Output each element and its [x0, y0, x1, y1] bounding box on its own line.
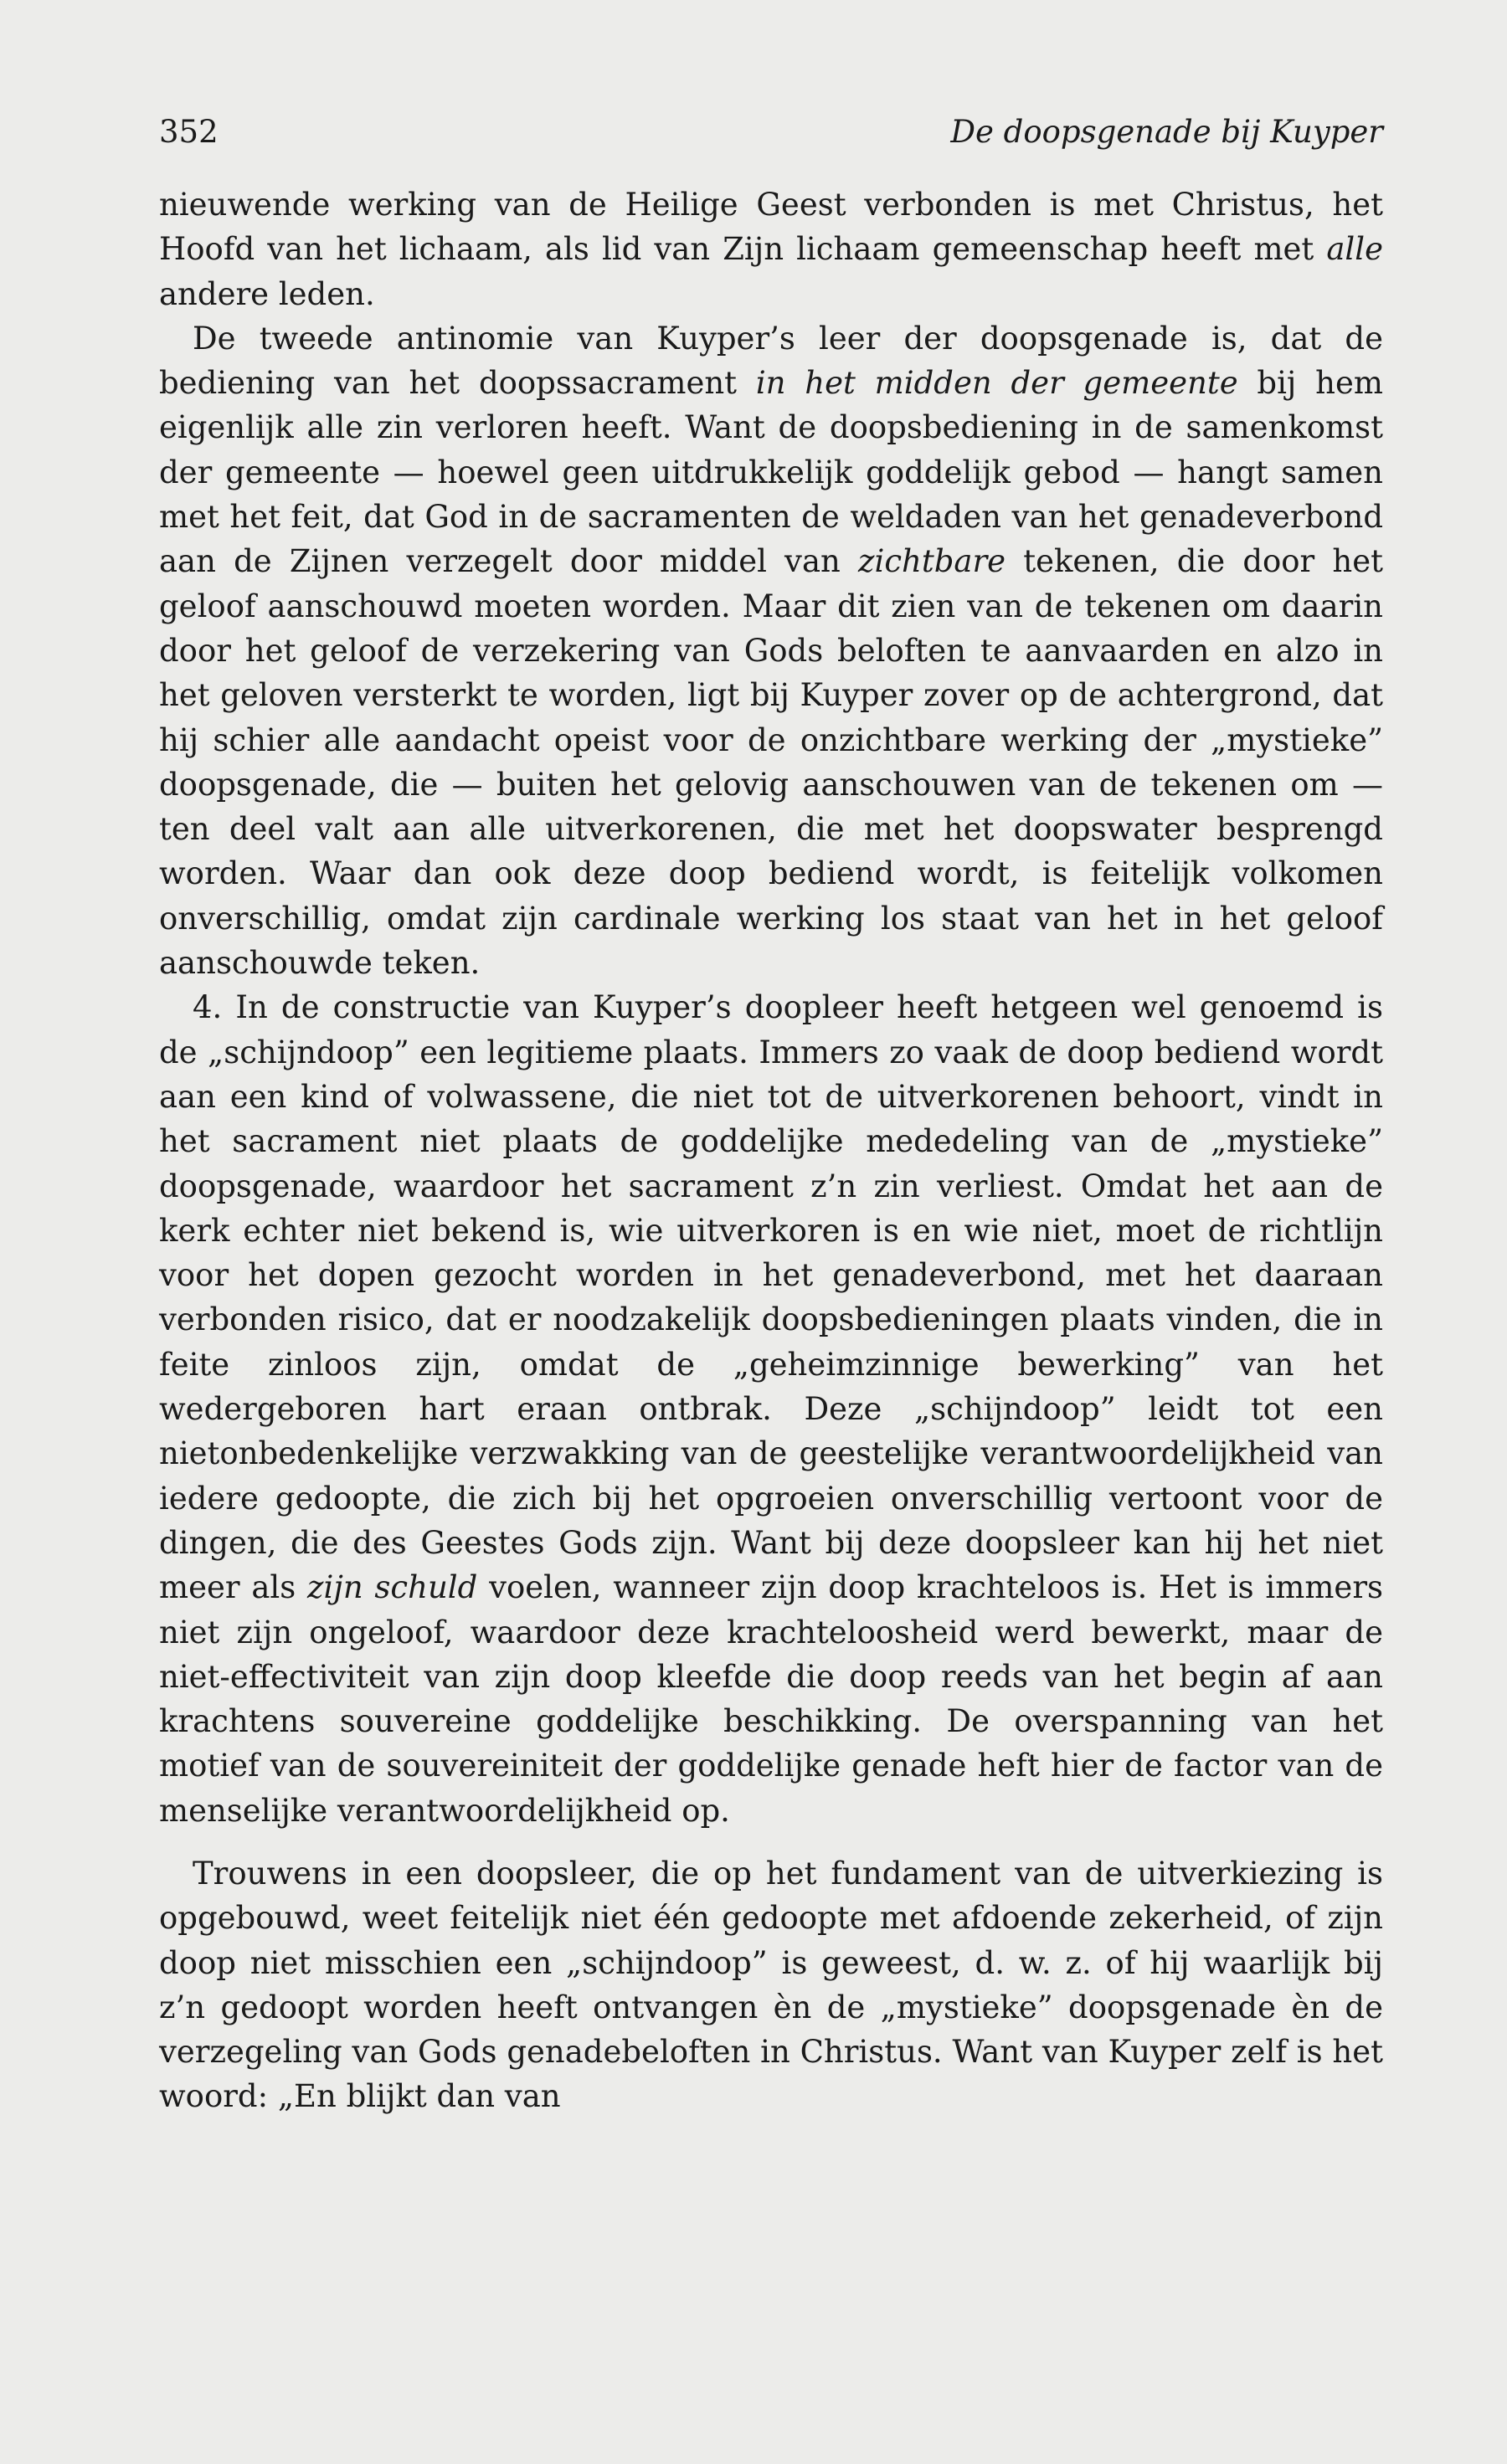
emphasis-text: in het midden der gemeente — [755, 365, 1238, 402]
emphasis-text: zichtbare — [858, 543, 1006, 580]
body-text — [159, 182, 1383, 2119]
text-run: 4. In de constructie van Kuyper’s doopleer heeft hetgeen wel genoemd is de „schijndoop” een legitieme plaats. Immers zo vaak de doop bediend wordt aan een kind of volwassene, die niet tot de uitverkorenen behoort, vindt in het sacrament niet plaats de goddelijke mededeling van de „mystieke” doopsgenade, waardoor het sacrament z’n zin verliest. Omdat het aan de kerk echter niet bekend is, wie uitverkoren is en wie niet, moet de richtlijn voor het dopen gezocht worden in het genadeverbond, met het daaraan verbonden risico, dat er noodzakelijk doopsbedieningen plaats vinden, die in feite zinloos zijn, omdat de „geheimzinnige bewerking” van het wedergeboren hart eraan ontbrak. Deze „schijndoop” leidt tot een nietonbedenkelijke verzwakking van de geestelijke verantwoordelijkheid van iedere gedoopte, die zich bij het opgroeien onverschillig vertoont voor de dingen, die des Geestes Gods zijn. Want bij deze doopsleer kan hij het niet meer als — [159, 989, 1383, 1606]
paragraph — [159, 316, 1383, 985]
paragraph — [159, 182, 1383, 316]
text-run: andere leden. — [159, 275, 375, 312]
text-run: tekenen, die door het geloof aanschouwd moeten worden. Maar dit zien van de tekenen om daarin door het geloof de verzekering van Gods beloften te aanvaarden en alzo in het geloven versterkt te worden, ligt bij Kuyper zover op de achtergrond, dat hij schier alle aandacht opeist voor de onzichtbare werking der „mystieke” doopsgenade, die — buiten het gelovig aanschouwen van de tekenen om — ten deel valt aan alle uitverkorenen, die met het doopswater besprengd worden. Waar dan ook deze doop bediend wordt, is feitelijk volkomen onverschillig, omdat zijn cardinale werking los staat van het in het geloof aanschouwde teken. — [159, 543, 1383, 982]
text-run: De tweede antinomie van Kuyper’s leer der doopsgenade is, dat de bediening van het doopssacrament — [159, 320, 1383, 402]
paragraph — [159, 985, 1383, 1833]
text-run: Trouwens in een doopsleer, die op het fundament van de uitverkiezing is opgebouwd, weet feitelijk niet één gedoopte met afdoende zekerheid, of zijn doop niet misschien een „schijndoop” is geweest, d. w. z. of hij waarlijk bij z’n gedoopt worden heeft ontvangen èn de „mystieke” doopsgenade èn de verzegeling van Gods genadebeloften in Christus. Want van Kuyper zelf is het woord: „En blijkt dan van — [159, 1855, 1383, 2115]
page-number: 352 — [159, 114, 219, 150]
emphasis-text: alle — [1326, 231, 1383, 268]
page-header — [159, 107, 1383, 157]
text-run: voelen, wanneer zijn doop krachteloos is. Het is immers niet zijn ongeloof, waardoor deze krachteloosheid werd bewerkt, maar de niet-effectiviteit van zijn doop kleefde die doop reeds van het begin af aan krachtens souvereine goddelijke beschikking. De overspanning van het motief van de souvereiniteit der goddelijke genade heft hier de factor van de menselijke verantwoordelijkheid op. — [159, 1569, 1383, 1829]
emphasis-text: zijn schuld — [307, 1569, 478, 1606]
running-title: De doopsgenade bij Kuyper — [950, 114, 1383, 150]
text-run: bij hem eigenlijk alle zin verloren heeft. Want de doopsbediening in de samenkomst der gemeente — hoewel geen uitdrukkelijk goddelijk gebod — hangt samen met het feit, dat God in de sacramenten de weldaden van het genadeverbond aan de Zijnen verzegelt door middel van — [159, 365, 1383, 580]
paragraph — [159, 1851, 1383, 2119]
text-run: nieuwende werking van de Heilige Geest verbonden is met Christus, het Hoofd van het lichaam, als lid van Zijn lichaam gemeenschap heeft met — [159, 187, 1383, 268]
